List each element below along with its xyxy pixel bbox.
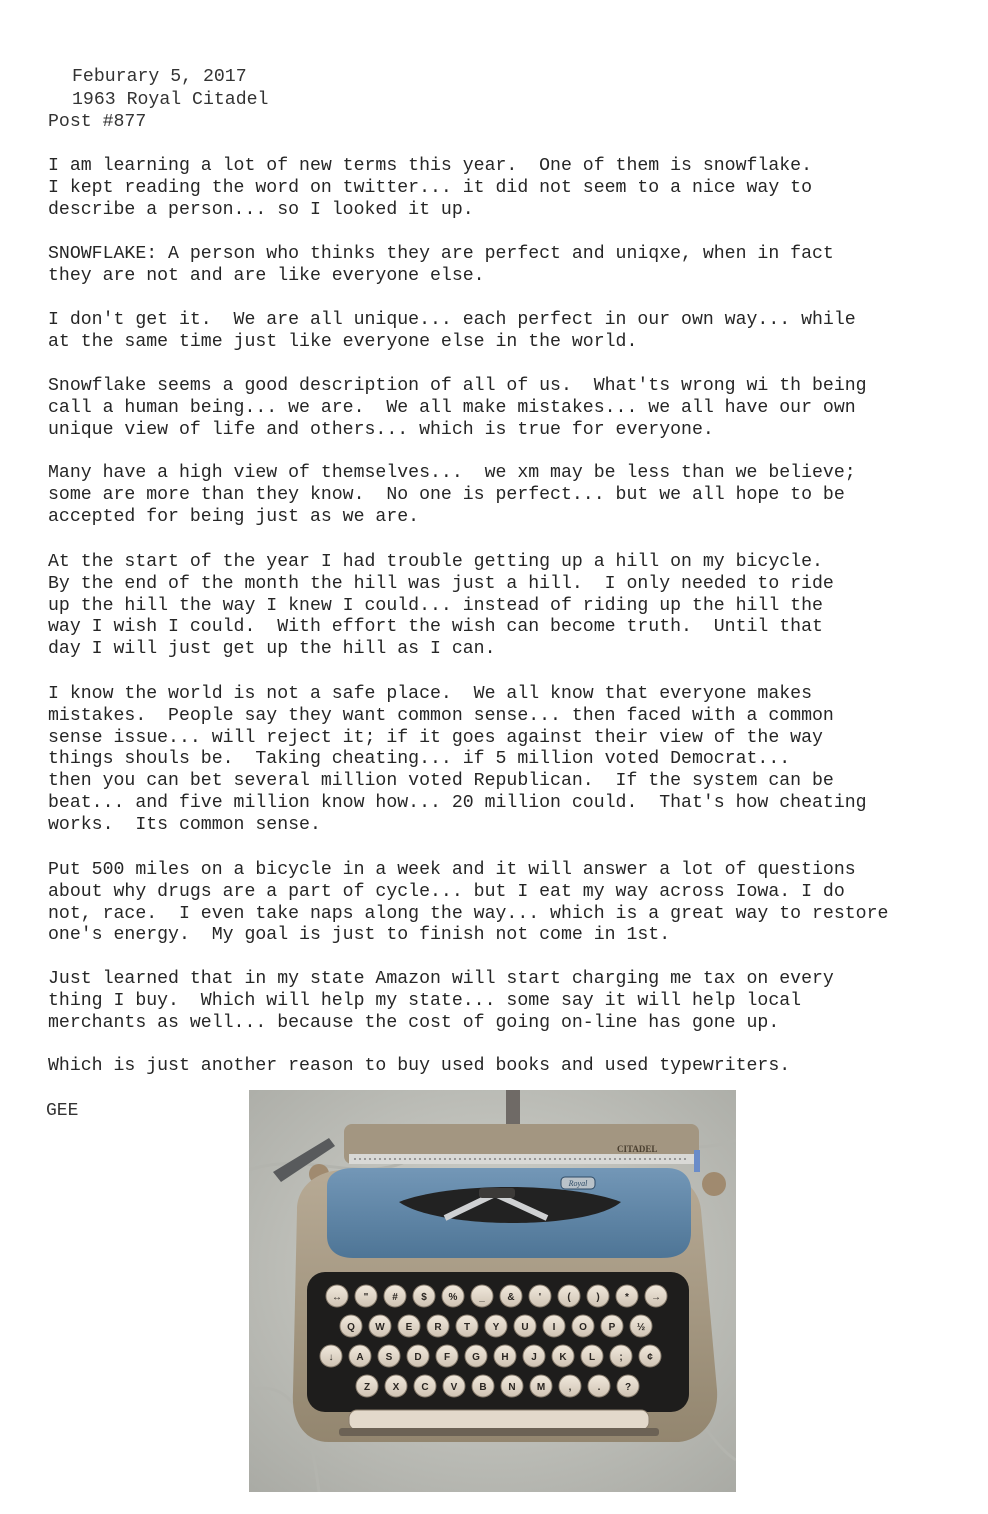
typewriter-key-label: O: [579, 1322, 587, 1333]
typewriter-key-label: *: [625, 1292, 629, 1303]
right-platen-knob: [702, 1172, 726, 1196]
typewriter-key-label: ↔: [332, 1292, 342, 1303]
typewriter-key-label: K: [559, 1352, 567, 1363]
typewriter-key-label: (: [567, 1292, 571, 1303]
typewriter-model: 1963 Royal Citadel: [72, 90, 269, 110]
typewriter-key-label: &: [507, 1292, 515, 1303]
typewriter-key-label: E: [405, 1322, 413, 1333]
margin-set-indicator: [694, 1150, 700, 1172]
paragraph-snowflake-intro: I am learning a lot of new terms this year. One of them is snowflake. I kept reading the word on twitter... it did not seem to a nice way to describe a person... so I looked it up.: [48, 156, 812, 220]
typewriter-key-label: _: [479, 1292, 485, 1303]
typewriter-key-label: Z: [363, 1382, 371, 1393]
frame-base-shadow: [339, 1428, 659, 1436]
typewriter-key-label: ?: [624, 1382, 632, 1393]
typewriter-key-label: Y: [492, 1322, 500, 1333]
signature: GEE: [46, 1101, 79, 1121]
typewriter-key-label: ": [363, 1292, 369, 1303]
paragraph-human-being: Snowflake seems a good description of all of us. What'ts wrong wi th being call a human being... we are. We all make mistakes... we all have our own unique view of life and others... which is true for everyone.: [48, 376, 867, 440]
paragraph-bicycle-miles: Put 500 miles on a bicycle in a week and it will answer a lot of questions about why drugs are a part of cycle... but I eat my way across Iowa. I do not, race. I even take naps along the way... which is a great way to restore one's energy. My goal is just to finish not come in 1st.: [48, 860, 889, 946]
typewriter-key-label: ': [538, 1292, 542, 1303]
royal-badge-label: Royal: [568, 1179, 588, 1188]
typewriter-key-label: I: [552, 1322, 556, 1333]
typewriter-key-label: P: [608, 1322, 616, 1333]
typewriter-key-label: X: [392, 1382, 400, 1393]
typewriter-key-label: V: [450, 1382, 458, 1393]
typewriter-key-label: J: [531, 1352, 537, 1363]
typewriter-key-label: F: [443, 1352, 451, 1363]
typewriter-key-label: B: [479, 1382, 487, 1393]
typewriter-key-label: %: [448, 1292, 458, 1303]
type-bar-guide: [479, 1188, 515, 1198]
typewriter-key-label: R: [434, 1322, 442, 1333]
typewriter-key-label: G: [472, 1352, 480, 1363]
post-number: Post #877: [48, 112, 147, 132]
typewriter-key-label: ↓: [328, 1352, 334, 1363]
typewriter-key-label: ¢: [647, 1352, 653, 1363]
typewriter-key-label: ½: [636, 1322, 646, 1333]
typewriter-key-label: →: [651, 1292, 661, 1303]
paragraph-amazon-tax: Just learned that in my state Amazon will start charging me tax on every thing I buy. Which will help my state... some say it will help local merchants as well... because the cost of going on-line has gone up.: [48, 969, 834, 1033]
letter-date: Feburary 5, 2017: [72, 67, 247, 87]
brand-label: CITADEL: [617, 1144, 658, 1154]
paragraph-definition: SNOWFLAKE: A person who thinks they are perfect and uniqxe, when in fact they are not and are like everyone else.: [48, 244, 834, 286]
paragraph-unique: I don't get it. We are all unique... each perfect in our own way... while at the same time just like everyone else in the world.: [48, 310, 856, 352]
typewriter-key-label: ): [596, 1292, 600, 1303]
typewriter-key-label: Q: [347, 1322, 355, 1333]
typewriter-key-label: .: [597, 1382, 601, 1393]
typewriter-illustration: [249, 1090, 736, 1492]
typewriter-key-label: #: [392, 1292, 398, 1303]
paragraph-common-sense: I know the world is not a safe place. We all know that everyone makes mistakes. People say they want common sense... then faced with a common sense issue... will reject it; if it goes against their view of the way things shouls be. Taking cheating... if 5 million voted Democrat... then you can bet several million voted Republican. If the system can be beat... and five million know how... 20 million could. That's how cheating works. Its common sense.: [48, 684, 867, 835]
paragraph-high-view: Many have a high view of themselves... we xm may be less than we believe; some are more than they know. No one is perfect... but we all hope to be accepted for being just as we are.: [48, 463, 856, 527]
typewriter-key-label: $: [421, 1292, 427, 1303]
paragraph-used-books: Which is just another reason to buy used books and used typewriters.: [48, 1056, 791, 1076]
typewriter-key-label: A: [356, 1352, 364, 1363]
typewriter-key-label: L: [588, 1352, 596, 1363]
typewriter-key-label: W: [375, 1322, 385, 1333]
typewriter-key-label: ,: [568, 1382, 572, 1393]
paragraph-hill: At the start of the year I had trouble getting up a hill on my bicycle. By the end of the month the hill was just a hill. I only needed to ride up the hill the way I knew I could... instead of riding up the hill the way I wish I could. With effort the wish can become truth. Until that day I will just get up the hill as I can.: [48, 552, 834, 660]
typewriter-key-label: M: [536, 1382, 546, 1393]
space-bar: [349, 1410, 649, 1430]
typewriter-key-label: D: [414, 1352, 422, 1363]
typewriter-key-label: N: [508, 1382, 516, 1393]
typewriter-key-label: H: [501, 1352, 509, 1363]
typewriter-key-label: ;: [619, 1352, 623, 1363]
typewriter-key-label: U: [521, 1322, 529, 1333]
typewriter-key-label: C: [421, 1382, 429, 1393]
typewriter-key-label: T: [463, 1322, 471, 1333]
typewriter-key-label: S: [385, 1352, 393, 1363]
typewriter-photo: [249, 1090, 736, 1492]
